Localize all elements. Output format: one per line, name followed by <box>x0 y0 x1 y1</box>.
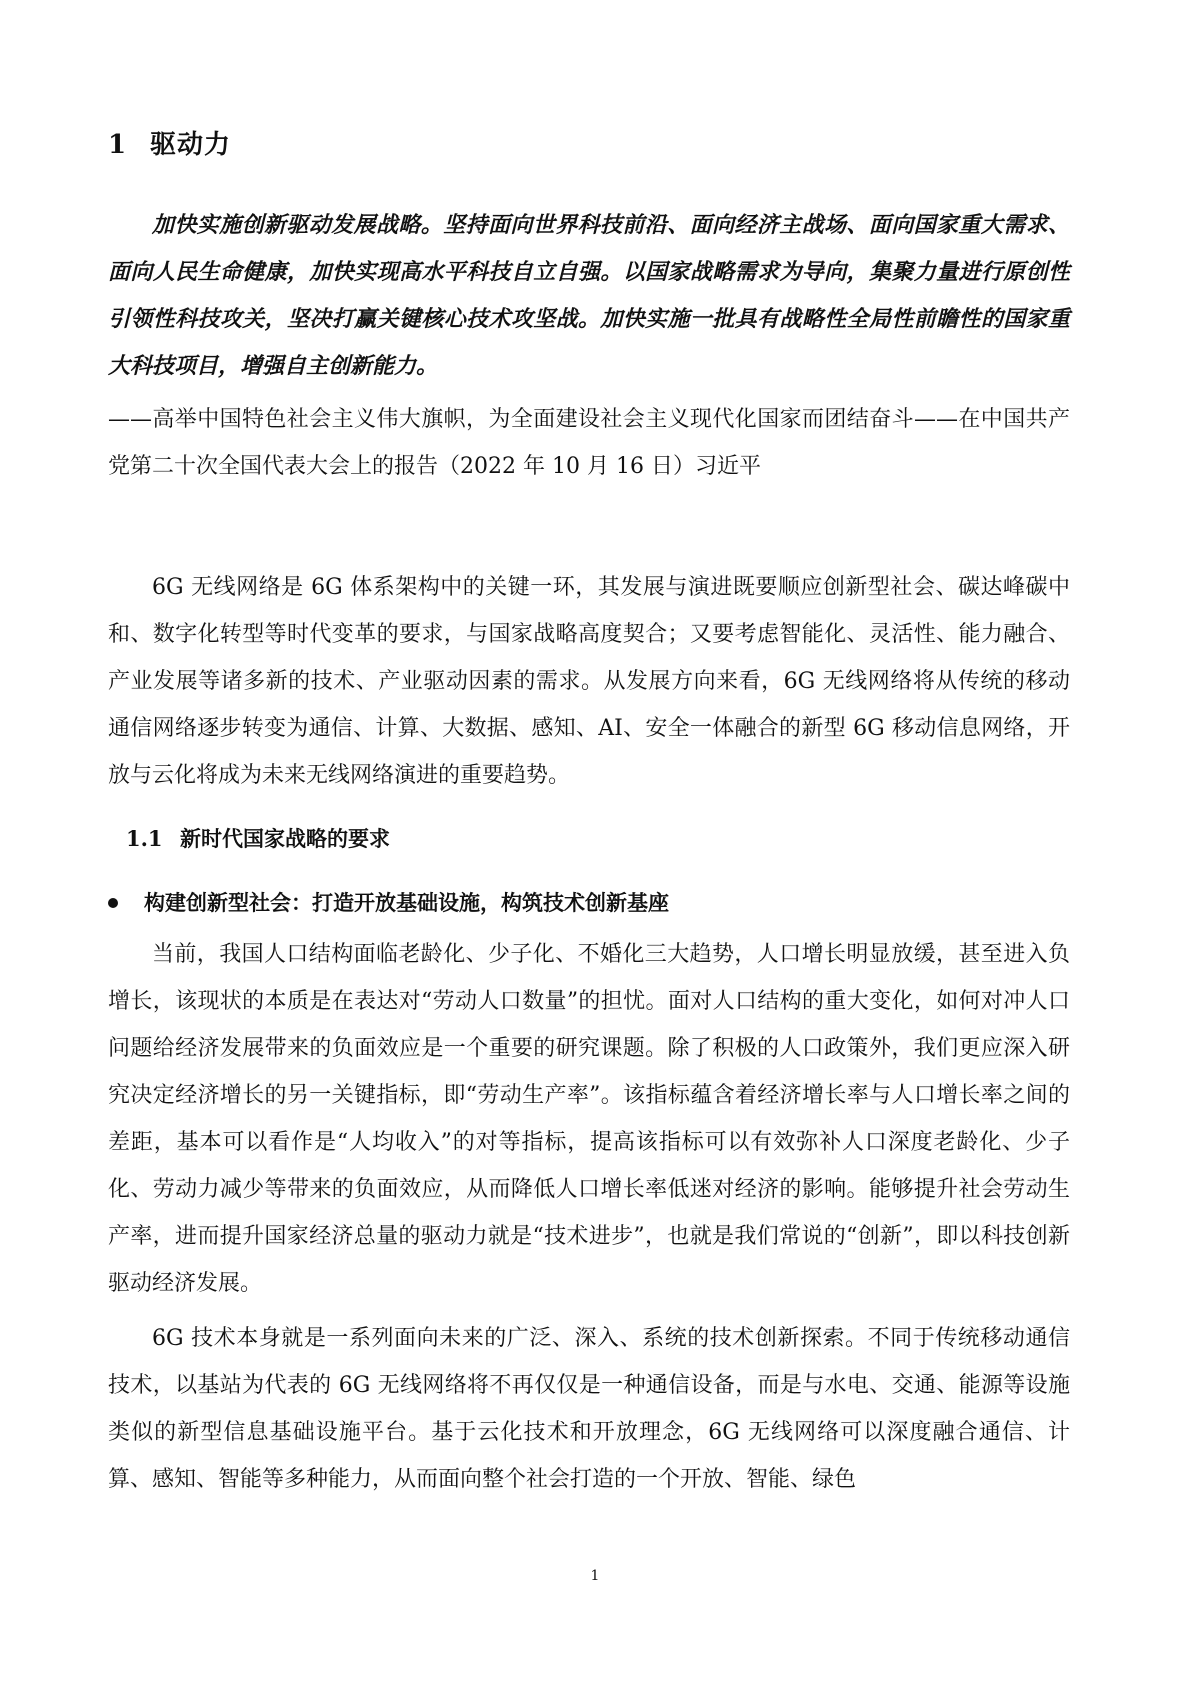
body-paragraph: 6G 技术本身就是一系列面向未来的广泛、深入、系统的技术创新探索。不同于传统移动通信技术，以基站为代表的 6G 无线网络将不再仅仅是一种通信设备，而是与水电、交通、能源等设施类似的新型信息基础设施平台。基于云化技术和开放理念，6G 无线网络可以深度融合通信、计算、感知、智能等多种能力，从而面向整个社会打造的一个开放、智能、绿色 <box>108 1326 1070 1492</box>
page-content <box>108 128 1070 1503</box>
section-title-text: 新时代国家战略的要求 <box>180 827 390 851</box>
epigraph-attribution: ——高举中国特色社会主义伟大旗帜，为全面建设社会主义现代化国家而团结奋斗——在中国共产党第二十次全国代表大会上的报告（2022 年 10 月 16 日）习近平 <box>108 407 1070 479</box>
intro-paragraph: 6G 无线网络是 6G 体系架构中的关键一环，其发展与演进既要顺应创新型社会、碳达峰碳中和、数字化转型等时代变革的要求，与国家战略高度契合；又要考虑智能化、灵活性、能力融合、产业发展等诸多新的技术、产业驱动因素的需求。从发展方向来看，6G 无线网络将从传统的移动通信网络逐步转变为通信、计算、大数据、感知、AI、安全一体融合的新型 6G 移动信息网络，开放与云化将成为未来无线网络演进的重要趋势。 <box>108 575 1070 788</box>
chapter-title-text: 驱动力 <box>150 130 232 160</box>
chapter-title <box>108 128 1070 162</box>
chapter-number: 1 <box>108 130 128 160</box>
bullet-dot-icon <box>108 898 118 908</box>
bullet-heading-text: 构建创新型社会：打造开放基础设施，构筑技术创新基座 <box>144 891 669 915</box>
section-title <box>126 817 1070 861</box>
section-number: 1.1 <box>126 826 163 851</box>
bullet-heading <box>108 881 1070 925</box>
body-paragraph: 当前，我国人口结构面临老龄化、少子化、不婚化三大趋势，人口增长明显放缓，甚至进入负增长，该现状的本质是在表达对“劳动人口数量”的担忧。面对人口结构的重大变化，如何对冲人口问题给经济发展带来的负面效应是一个重要的研究课题。除了积极的人口政策外，我们更应深入研究决定经济增长的另一关键指标，即“劳动生产率”。该指标蕴含着经济增长率与人口增长率之间的差距，基本可以看作是“人均收入”的对等指标，提高该指标可以有效弥补人口深度老龄化、少子化、劳动力减少等带来的负面效应，从而降低人口增长率低迷对经济的影响。能够提升社会劳动生产率，进而提升国家经济总量的驱动力就是“技术进步”，也就是我们常说的“创新”，即以科技创新驱动经济发展。 <box>108 942 1070 1296</box>
epigraph-quote: 加快实施创新驱动发展战略。坚持面向世界科技前沿、面向经济主战场、面向国家重大需求、面向人民生命健康，加快实现高水平科技自立自强。以国家战略需求为导向，集聚力量进行原创性引领性科技攻关，坚决打赢关键核心技术攻坚战。加快实施一批具有战略性全局性前瞻性的国家重大科技项目，增强自主创新能力。 <box>108 213 1070 379</box>
page-number: 1 <box>590 1568 600 1584</box>
